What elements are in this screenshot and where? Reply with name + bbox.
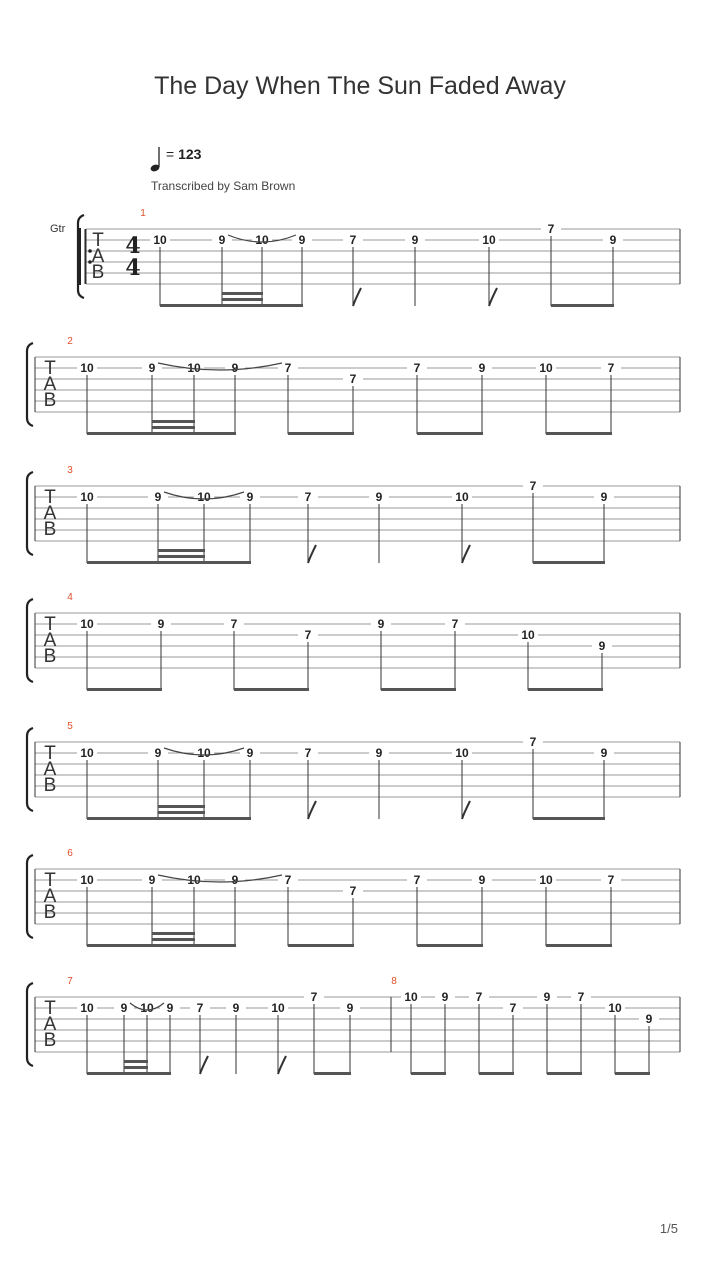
fret-number: 10 xyxy=(80,490,94,504)
fret-number: 10 xyxy=(482,233,496,247)
fret-number: 9 xyxy=(231,873,239,887)
measure-number: 3 xyxy=(67,465,73,476)
tab-clef-letter: B xyxy=(43,519,57,540)
fret-number: 9 xyxy=(441,990,449,1004)
note-flag xyxy=(489,288,497,306)
fret-number: 10 xyxy=(197,490,211,504)
fret-number: 9 xyxy=(543,990,551,1004)
fret-number: 10 xyxy=(455,490,469,504)
tab-clef-letter: A xyxy=(43,759,57,780)
tab-clef-letter: B xyxy=(43,1030,57,1051)
fret-number: 9 xyxy=(157,617,165,631)
fret-number: 7 xyxy=(413,873,421,887)
note-beam xyxy=(288,432,354,435)
measure-number: 6 xyxy=(67,848,73,859)
fret-number: 9 xyxy=(346,1001,354,1015)
fret-number: 7 xyxy=(475,990,483,1004)
note-beam xyxy=(546,944,612,947)
fret-number: 9 xyxy=(600,490,608,504)
fret-number: 7 xyxy=(509,1001,517,1015)
note-beam xyxy=(533,561,605,564)
measure-number: 8 xyxy=(391,976,397,987)
fret-number: 7 xyxy=(529,479,537,493)
fret-number: 9 xyxy=(375,490,383,504)
fret-number: 7 xyxy=(413,361,421,375)
fret-number: 10 xyxy=(80,1001,94,1015)
repeat-bar-thick xyxy=(78,228,81,285)
fret-number: 10 xyxy=(539,361,553,375)
fret-number: 7 xyxy=(607,361,615,375)
note-beam xyxy=(417,432,483,435)
repeat-dot xyxy=(88,260,92,264)
tab-system xyxy=(27,976,680,1075)
fret-number: 7 xyxy=(349,233,357,247)
note-beam xyxy=(222,298,263,301)
note-flag xyxy=(200,1056,208,1074)
system-bracket xyxy=(27,343,33,426)
fret-number: 10 xyxy=(153,233,167,247)
fret-number: 9 xyxy=(478,361,486,375)
note-beam xyxy=(158,805,205,808)
fret-number: 10 xyxy=(455,746,469,760)
note-beam xyxy=(87,1072,171,1075)
fret-number: 9 xyxy=(166,1001,174,1015)
note-beam xyxy=(417,944,483,947)
tab-system xyxy=(27,721,680,820)
fret-number: 10 xyxy=(404,990,418,1004)
fret-number: 7 xyxy=(304,746,312,760)
note-beam xyxy=(288,944,354,947)
fret-number: 7 xyxy=(451,617,459,631)
fret-number: 7 xyxy=(310,990,318,1004)
fret-number: 9 xyxy=(154,746,162,760)
note-beam xyxy=(87,561,251,564)
fret-number: 10 xyxy=(539,873,553,887)
tab-clef-letter: A xyxy=(43,374,57,395)
time-signature-top: 4 xyxy=(125,233,141,259)
fret-number: 7 xyxy=(284,873,292,887)
tab-clef-letter: T xyxy=(92,230,104,251)
fret-number: 10 xyxy=(80,617,94,631)
tab-clef-letter: A xyxy=(43,630,57,651)
note-beam xyxy=(124,1066,148,1069)
note-beam xyxy=(124,1060,148,1063)
system-bracket xyxy=(27,599,33,682)
fret-number: 9 xyxy=(598,639,606,653)
fret-number: 9 xyxy=(246,490,254,504)
measure-number: 4 xyxy=(67,592,73,603)
note-beam xyxy=(479,1072,514,1075)
fret-number: 7 xyxy=(304,490,312,504)
measure-number: 7 xyxy=(67,976,73,987)
note-beam xyxy=(533,817,605,820)
note-beam xyxy=(546,432,612,435)
fret-number: 7 xyxy=(349,884,357,898)
slur-arc xyxy=(158,363,282,370)
fret-number: 7 xyxy=(196,1001,204,1015)
fret-number: 9 xyxy=(609,233,617,247)
note-beam xyxy=(160,304,303,307)
system-bracket xyxy=(27,855,33,938)
slur-arc xyxy=(158,875,282,882)
tab-system xyxy=(27,465,680,564)
tab-system xyxy=(27,592,680,691)
tab-clef-letter: A xyxy=(43,1014,57,1035)
fret-number: 7 xyxy=(577,990,585,1004)
note-beam xyxy=(158,549,205,552)
tab-clef-letter: T xyxy=(44,870,56,891)
transcription-credit: Transcribed by Sam Brown xyxy=(151,179,296,193)
note-beam xyxy=(615,1072,650,1075)
note-beam xyxy=(551,304,614,307)
note-beam xyxy=(158,811,205,814)
measure-number: 2 xyxy=(67,336,73,347)
fret-number: 9 xyxy=(375,746,383,760)
fret-number: 7 xyxy=(349,372,357,386)
time-signature-bottom: 4 xyxy=(125,255,141,281)
fret-number: 9 xyxy=(298,233,306,247)
fret-number: 9 xyxy=(218,233,226,247)
system-bracket xyxy=(27,983,33,1066)
fret-number: 7 xyxy=(547,222,555,236)
fret-number: 10 xyxy=(255,233,269,247)
repeat-dot xyxy=(88,249,92,253)
note-flag xyxy=(462,545,470,563)
note-beam xyxy=(222,292,263,295)
fret-number: 9 xyxy=(411,233,419,247)
fret-number: 10 xyxy=(187,361,201,375)
fret-number: 9 xyxy=(231,361,239,375)
fret-number: 7 xyxy=(529,735,537,749)
note-flag xyxy=(278,1056,286,1074)
fret-number: 7 xyxy=(230,617,238,631)
fret-number: 9 xyxy=(645,1012,653,1026)
tab-clef-letter: A xyxy=(91,246,105,267)
fret-number: 9 xyxy=(154,490,162,504)
note-beam xyxy=(152,420,195,423)
system-bracket xyxy=(27,472,33,555)
measure-number: 1 xyxy=(140,208,146,219)
fret-number: 9 xyxy=(232,1001,240,1015)
fret-number: 10 xyxy=(608,1001,622,1015)
fret-number: 9 xyxy=(148,873,156,887)
note-beam xyxy=(87,817,251,820)
tab-clef-letter: T xyxy=(44,998,56,1019)
tab-clef-letter: B xyxy=(43,646,57,667)
fret-number: 10 xyxy=(521,628,535,642)
fret-number: 9 xyxy=(478,873,486,887)
tab-clef-letter: B xyxy=(43,775,57,796)
tab-clef-letter: T xyxy=(44,743,56,764)
fret-number: 10 xyxy=(80,873,94,887)
note-beam xyxy=(152,938,195,941)
tempo-equals: = xyxy=(166,146,175,162)
fret-number: 10 xyxy=(197,746,211,760)
tab-clef-letter: A xyxy=(43,503,57,524)
fret-number: 7 xyxy=(284,361,292,375)
fret-number: 7 xyxy=(607,873,615,887)
measure-number: 5 xyxy=(67,721,73,732)
fret-number: 10 xyxy=(187,873,201,887)
note-beam xyxy=(314,1072,351,1075)
note-beam xyxy=(152,426,195,429)
note-beam xyxy=(528,688,603,691)
note-flag xyxy=(308,545,316,563)
note-beam xyxy=(547,1072,582,1075)
tempo-bpm: 123 xyxy=(178,146,202,162)
fret-number: 9 xyxy=(600,746,608,760)
instrument-label: Gtr xyxy=(50,223,66,235)
fret-number: 10 xyxy=(80,746,94,760)
tab-system xyxy=(27,336,680,435)
fret-number: 9 xyxy=(148,361,156,375)
page-number: 1/5 xyxy=(659,1221,678,1236)
fret-number: 9 xyxy=(246,746,254,760)
note-beam xyxy=(158,555,205,558)
fret-number: 9 xyxy=(377,617,385,631)
note-beam xyxy=(87,688,162,691)
song-title: The Day When The Sun Faded Away xyxy=(154,72,566,100)
fret-number: 10 xyxy=(80,361,94,375)
note-beam xyxy=(411,1072,446,1075)
fret-number: 10 xyxy=(140,1001,154,1015)
tab-clef-letter: B xyxy=(91,262,105,283)
note-beam xyxy=(234,688,309,691)
tab-clef-letter: B xyxy=(43,390,57,411)
tab-system xyxy=(50,208,680,307)
fret-number: 7 xyxy=(304,628,312,642)
fret-number: 10 xyxy=(271,1001,285,1015)
tab-clef-letter: T xyxy=(44,358,56,379)
tab-system xyxy=(27,848,680,947)
note-flag xyxy=(308,801,316,819)
note-flag xyxy=(353,288,361,306)
tab-clef-letter: B xyxy=(43,902,57,923)
system-bracket xyxy=(27,728,33,811)
note-beam xyxy=(381,688,456,691)
tab-clef-letter: T xyxy=(44,614,56,635)
note-beam xyxy=(87,432,236,435)
note-flag xyxy=(462,801,470,819)
note-beam xyxy=(152,932,195,935)
tab-clef-letter: T xyxy=(44,487,56,508)
fret-number: 9 xyxy=(120,1001,128,1015)
tab-clef-letter: A xyxy=(43,886,57,907)
note-beam xyxy=(87,944,236,947)
